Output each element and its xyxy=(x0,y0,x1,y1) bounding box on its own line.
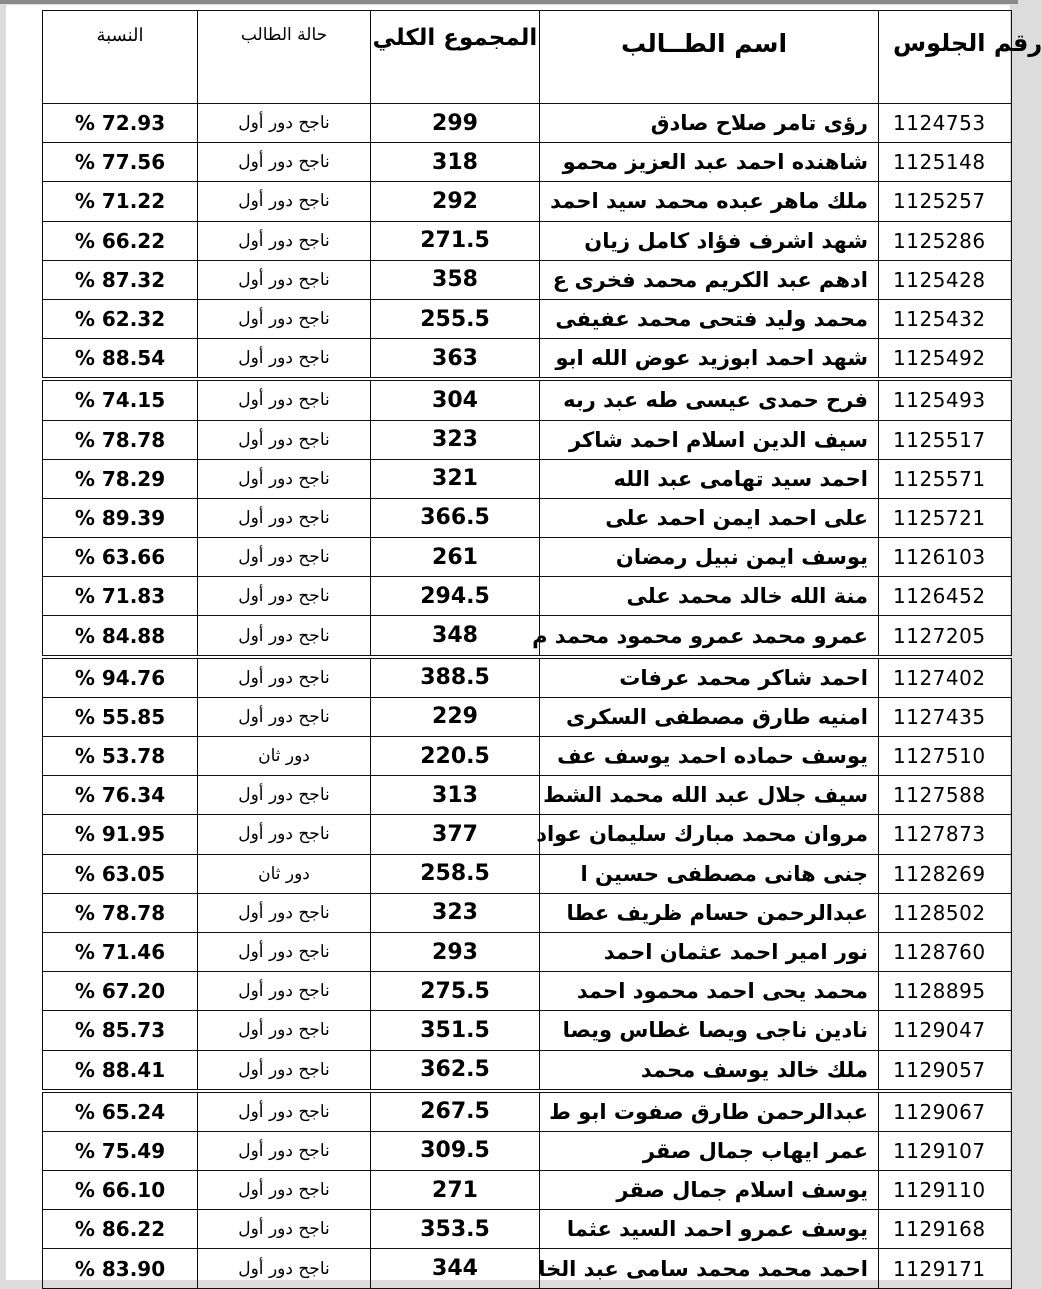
table-row xyxy=(43,893,1012,932)
total-score-cell: 348 xyxy=(371,616,540,657)
table-row xyxy=(43,932,1012,971)
percent-cell: % 86.22 xyxy=(43,1210,198,1249)
student-name-cell: على احمد ايمن احمد على xyxy=(540,498,879,537)
table-row xyxy=(43,339,1012,380)
total-score-cell: 261 xyxy=(371,538,540,577)
seat-number-cell: 1125428 xyxy=(879,260,1012,299)
seat-number-cell: 1125148 xyxy=(879,143,1012,182)
status-cell: دور ثان xyxy=(198,854,371,893)
table-row xyxy=(43,972,1012,1011)
status-cell: ناجح دور أول xyxy=(198,260,371,299)
status-cell: ناجح دور أول xyxy=(198,815,371,854)
total-score-cell: 271.5 xyxy=(371,221,540,260)
student-name-cell: احمد سيد تهامى عبد الله xyxy=(540,459,879,498)
status-cell: ناجح دور أول xyxy=(198,420,371,459)
seat-number-cell: 1127435 xyxy=(879,697,1012,736)
total-score-cell: 363 xyxy=(371,339,540,380)
percent-cell: % 67.20 xyxy=(43,972,198,1011)
total-score-cell: 318 xyxy=(371,143,540,182)
percent-cell: % 87.32 xyxy=(43,260,198,299)
percent-cell: % 88.54 xyxy=(43,339,198,380)
seat-number-cell: 1127873 xyxy=(879,815,1012,854)
percent-cell: % 62.32 xyxy=(43,299,198,338)
total-score-cell: 344 xyxy=(371,1249,540,1288)
seat-number-cell: 1127588 xyxy=(879,776,1012,815)
table-row xyxy=(43,1171,1012,1210)
seat-number-cell: 1127402 xyxy=(879,657,1012,698)
status-cell: ناجح دور أول xyxy=(198,1011,371,1050)
table-row xyxy=(43,260,1012,299)
seat-number-cell: 1127510 xyxy=(879,737,1012,776)
student-name-cell: شهد احمد ابوزيد عوض الله ابو xyxy=(540,339,879,380)
table-row xyxy=(43,1091,1012,1132)
student-name-cell: ادهم عبد الكريم محمد فخرى ع xyxy=(540,260,879,299)
percent-cell: % 72.93 xyxy=(43,104,198,143)
percent-cell: % 94.76 xyxy=(43,657,198,698)
student-name-cell: رؤى تامر صلاح صادق xyxy=(540,104,879,143)
student-name-cell: شهد اشرف فؤاد كامل زيان xyxy=(540,221,879,260)
header-student-name: اسم الطــالب xyxy=(540,11,879,104)
percent-cell: % 53.78 xyxy=(43,737,198,776)
student-name-cell: فرح حمدى عيسى طه عبد ربه xyxy=(540,379,879,420)
table-row xyxy=(43,776,1012,815)
percent-cell: % 71.83 xyxy=(43,577,198,616)
table-row xyxy=(43,182,1012,221)
student-name-cell: ملك خالد يوسف محمد xyxy=(540,1050,879,1091)
student-name-cell: عمر ايهاب جمال صقر xyxy=(540,1131,879,1170)
percent-cell: % 66.10 xyxy=(43,1171,198,1210)
table-row xyxy=(43,420,1012,459)
total-score-cell: 321 xyxy=(371,459,540,498)
status-cell: ناجح دور أول xyxy=(198,221,371,260)
table-row xyxy=(43,299,1012,338)
student-name-cell: احمد شاكر محمد عرفات xyxy=(540,657,879,698)
percent-cell: % 83.90 xyxy=(43,1249,198,1288)
student-name-cell: يوسف حماده احمد يوسف عف xyxy=(540,737,879,776)
student-name-cell: سيف جلال عبد الله محمد الشط xyxy=(540,776,879,815)
total-score-cell: 220.5 xyxy=(371,737,540,776)
seat-number-cell: 1128269 xyxy=(879,854,1012,893)
seat-number-cell: 1124753 xyxy=(879,104,1012,143)
seat-number-cell: 1125571 xyxy=(879,459,1012,498)
table-row xyxy=(43,854,1012,893)
student-name-cell: محمد وليد فتحى محمد عفيفى xyxy=(540,299,879,338)
status-cell: ناجح دور أول xyxy=(198,616,371,657)
total-score-cell: 292 xyxy=(371,182,540,221)
header-percent: النسبة xyxy=(43,11,198,104)
total-score-cell: 258.5 xyxy=(371,854,540,893)
table-row xyxy=(43,815,1012,854)
status-cell: ناجح دور أول xyxy=(198,299,371,338)
seat-number-cell: 1125286 xyxy=(879,221,1012,260)
table-row xyxy=(43,737,1012,776)
seat-number-cell: 1128502 xyxy=(879,893,1012,932)
student-name-cell: محمد يحى احمد محمود احمد xyxy=(540,972,879,1011)
student-name-cell: سيف الدين اسلام احمد شاكر xyxy=(540,420,879,459)
table-row xyxy=(43,657,1012,698)
student-name-cell: نادين ناجى ويصا غطاس ويصا xyxy=(540,1011,879,1050)
table-row xyxy=(43,1050,1012,1091)
table-row xyxy=(43,616,1012,657)
total-score-cell: 313 xyxy=(371,776,540,815)
seat-number-cell: 1127205 xyxy=(879,616,1012,657)
total-score-cell: 304 xyxy=(371,379,540,420)
seat-number-cell: 1125492 xyxy=(879,339,1012,380)
results-table xyxy=(42,10,1042,1289)
student-name-cell: عمرو محمد عمرو محمود محمد م xyxy=(540,616,879,657)
student-name-cell: يوسف ايمن نبيل رمضان xyxy=(540,538,879,577)
seat-number-cell: 1129168 xyxy=(879,1210,1012,1249)
status-cell: ناجح دور أول xyxy=(198,697,371,736)
percent-cell: % 84.88 xyxy=(43,616,198,657)
table-row xyxy=(43,577,1012,616)
table-row xyxy=(43,379,1012,420)
student-name-cell: مروان محمد مبارك سليمان عواد xyxy=(540,815,879,854)
table-row xyxy=(43,538,1012,577)
table-row xyxy=(43,697,1012,736)
status-cell: ناجح دور أول xyxy=(198,932,371,971)
table-row xyxy=(43,1210,1012,1249)
seat-number-cell: 1126452 xyxy=(879,577,1012,616)
percent-cell: % 78.78 xyxy=(43,893,198,932)
total-score-cell: 358 xyxy=(371,260,540,299)
percent-cell: % 89.39 xyxy=(43,498,198,537)
seat-number-cell: 1126103 xyxy=(879,538,1012,577)
percent-cell: % 71.46 xyxy=(43,932,198,971)
status-cell: دور ثان xyxy=(198,737,371,776)
total-score-cell: 323 xyxy=(371,893,540,932)
table-body xyxy=(43,104,1012,1289)
total-score-cell: 299 xyxy=(371,104,540,143)
total-score-cell: 294.5 xyxy=(371,577,540,616)
status-cell: ناجح دور أول xyxy=(198,182,371,221)
table-row xyxy=(43,143,1012,182)
total-score-cell: 377 xyxy=(371,815,540,854)
student-name-cell: يوسف عمرو احمد السيد عثما xyxy=(540,1210,879,1249)
total-score-cell: 275.5 xyxy=(371,972,540,1011)
percent-cell: % 76.34 xyxy=(43,776,198,815)
table-row xyxy=(43,498,1012,537)
percent-cell: % 55.85 xyxy=(43,697,198,736)
total-score-cell: 267.5 xyxy=(371,1091,540,1132)
status-cell: ناجح دور أول xyxy=(198,577,371,616)
status-cell: ناجح دور أول xyxy=(198,143,371,182)
student-name-cell: جنى هانى مصطفى حسين ا xyxy=(540,854,879,893)
seat-number-cell: 1128760 xyxy=(879,932,1012,971)
seat-number-cell: 1129047 xyxy=(879,1011,1012,1050)
status-cell: ناجح دور أول xyxy=(198,339,371,380)
total-score-cell: 293 xyxy=(371,932,540,971)
header-total: المجموع الكلي xyxy=(371,11,540,104)
seat-number-cell: 1129067 xyxy=(879,1091,1012,1132)
total-score-cell: 309.5 xyxy=(371,1131,540,1170)
status-cell: ناجح دور أول xyxy=(198,104,371,143)
status-cell: ناجح دور أول xyxy=(198,379,371,420)
total-score-cell: 351.5 xyxy=(371,1011,540,1050)
student-name-cell: شاهنده احمد عبد العزيز محمو xyxy=(540,143,879,182)
percent-cell: % 75.49 xyxy=(43,1131,198,1170)
student-name-cell: امنيه طارق مصطفى السكرى xyxy=(540,697,879,736)
table-row xyxy=(43,459,1012,498)
total-score-cell: 353.5 xyxy=(371,1210,540,1249)
status-cell: ناجح دور أول xyxy=(198,972,371,1011)
student-name-cell: ملك ماهر عبده محمد سيد احمد xyxy=(540,182,879,221)
percent-cell: % 78.29 xyxy=(43,459,198,498)
percent-cell: % 66.22 xyxy=(43,221,198,260)
percent-cell: % 77.56 xyxy=(43,143,198,182)
seat-number-cell: 1128895 xyxy=(879,972,1012,1011)
seat-number-cell: 1125493 xyxy=(879,379,1012,420)
status-cell: ناجح دور أول xyxy=(198,776,371,815)
header-seat-number: رقم الجلوس xyxy=(879,11,1012,104)
status-cell: ناجح دور أول xyxy=(198,657,371,698)
seat-number-cell: 1125517 xyxy=(879,420,1012,459)
status-cell: ناجح دور أول xyxy=(198,498,371,537)
student-name-cell: عبدالرحمن حسام ظريف عطا xyxy=(540,893,879,932)
seat-number-cell: 1129171 xyxy=(879,1249,1012,1288)
status-cell: ناجح دور أول xyxy=(198,1091,371,1132)
table-row xyxy=(43,1011,1012,1050)
student-name-cell: منة الله خالد محمد على xyxy=(540,577,879,616)
table-row xyxy=(43,221,1012,260)
percent-cell: % 63.05 xyxy=(43,854,198,893)
percent-cell: % 63.66 xyxy=(43,538,198,577)
table-row xyxy=(43,104,1012,143)
total-score-cell: 388.5 xyxy=(371,657,540,698)
seat-number-cell: 1125721 xyxy=(879,498,1012,537)
seat-number-cell: 1125257 xyxy=(879,182,1012,221)
percent-cell: % 91.95 xyxy=(43,815,198,854)
total-score-cell: 323 xyxy=(371,420,540,459)
percent-cell: % 65.24 xyxy=(43,1091,198,1132)
total-score-cell: 229 xyxy=(371,697,540,736)
table-row xyxy=(43,1249,1012,1288)
status-cell: ناجح دور أول xyxy=(198,1050,371,1091)
percent-cell: % 85.73 xyxy=(43,1011,198,1050)
top-border xyxy=(0,0,1018,4)
status-cell: ناجح دور أول xyxy=(198,1131,371,1170)
student-name-cell: نور امير احمد عثمان احمد xyxy=(540,932,879,971)
status-cell: ناجح دور أول xyxy=(198,1210,371,1249)
percent-cell: % 88.41 xyxy=(43,1050,198,1091)
status-cell: ناجح دور أول xyxy=(198,1171,371,1210)
student-name-cell: عبدالرحمن طارق صفوت ابو ط xyxy=(540,1091,879,1132)
total-score-cell: 271 xyxy=(371,1171,540,1210)
status-cell: ناجح دور أول xyxy=(198,538,371,577)
table-header-row xyxy=(43,11,1012,104)
total-score-cell: 255.5 xyxy=(371,299,540,338)
total-score-cell: 362.5 xyxy=(371,1050,540,1091)
seat-number-cell: 1129110 xyxy=(879,1171,1012,1210)
percent-cell: % 78.78 xyxy=(43,420,198,459)
student-name-cell: يوسف اسلام جمال صقر xyxy=(540,1171,879,1210)
status-cell: ناجح دور أول xyxy=(198,893,371,932)
seat-number-cell: 1125432 xyxy=(879,299,1012,338)
student-name-cell: احمد محمد محمد سامى عبد الخا xyxy=(540,1249,879,1288)
seat-number-cell: 1129057 xyxy=(879,1050,1012,1091)
percent-cell: % 74.15 xyxy=(43,379,198,420)
percent-cell: % 71.22 xyxy=(43,182,198,221)
header-status: حالة الطالب xyxy=(198,11,371,104)
status-cell: ناجح دور أول xyxy=(198,459,371,498)
table-row xyxy=(43,1131,1012,1170)
total-score-cell: 366.5 xyxy=(371,498,540,537)
seat-number-cell: 1129107 xyxy=(879,1131,1012,1170)
status-cell: ناجح دور أول xyxy=(198,1249,371,1288)
